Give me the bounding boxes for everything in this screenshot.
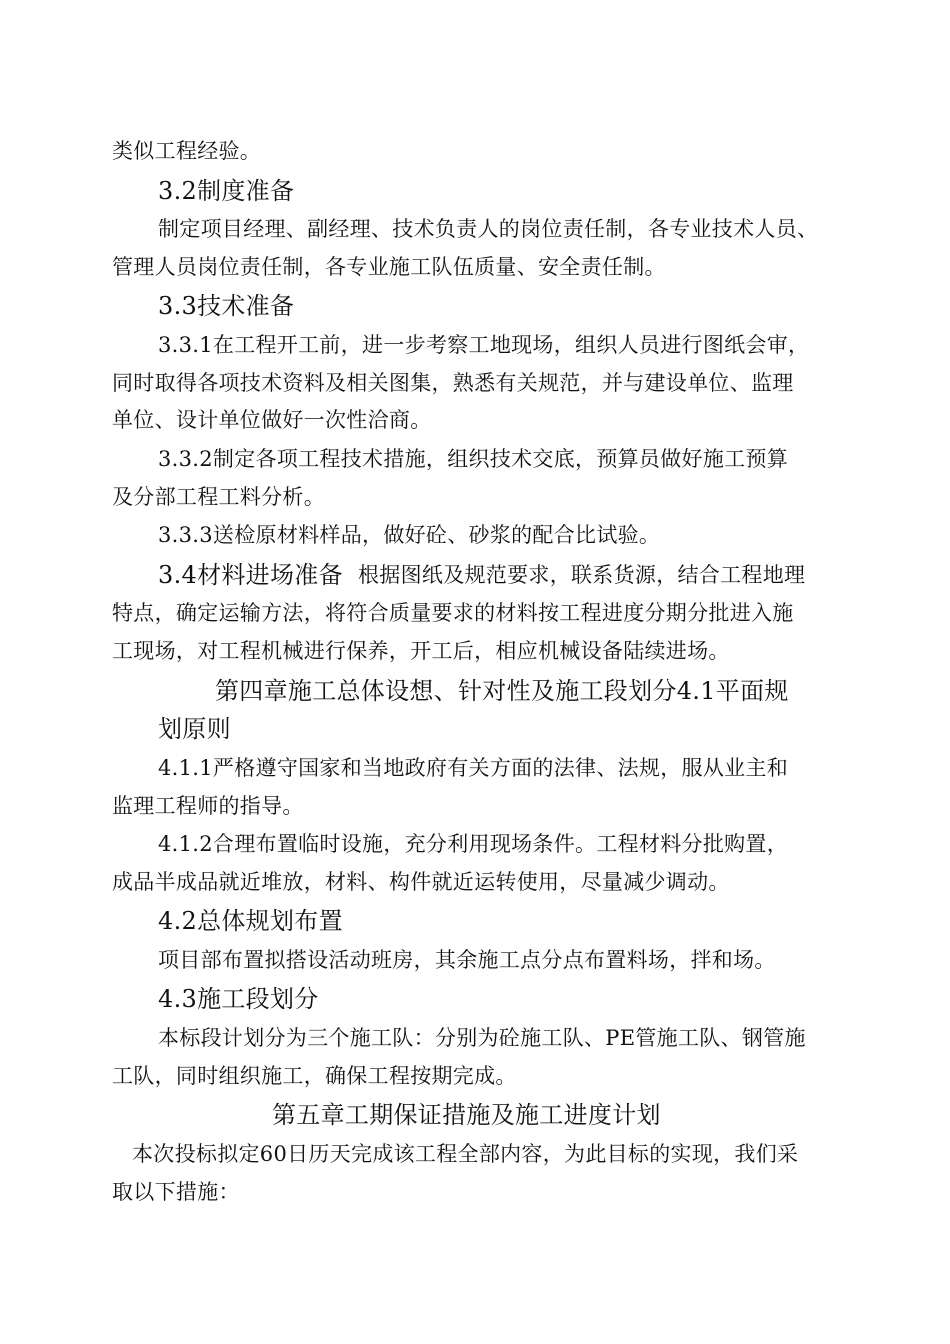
body-text-line: 同时取得各项技术资料及相关图集，熟悉有关规范，并与建设单位、监理: [112, 371, 794, 395]
body-text-line: 监理工程师的指导。: [112, 794, 304, 818]
body-text-line: 取以下措施：: [112, 1180, 240, 1204]
body-text-line: 成品半成品就近堆放，材料、构件就近运转使用，尽量减少调动。: [112, 870, 730, 894]
body-text-line: 本标段计划分为三个施工队：分别为砼施工队、PE管施工队、钢管施: [158, 1026, 806, 1050]
body-text-line: 制定项目经理、副经理、技术负责人的岗位责任制，各专业技术人员、: [158, 217, 819, 241]
chapter-heading: 划原则: [158, 715, 231, 743]
body-text-line: 管理人员岗位责任制，各专业施工队伍质量、安全责任制。: [112, 255, 666, 279]
body-text-line: 4.1.2合理布置临时设施，充分利用现场条件。工程材料分批购置，: [158, 832, 789, 856]
body-text-line: 3.3.3送检原材料样品，做好砼、砂浆的配合比试验。: [158, 523, 661, 547]
body-text-line: 4.1.1严格遵守国家和当地政府有关方面的法律、法规，服从业主和: [158, 756, 789, 780]
section-heading: 3.2制度准备: [158, 177, 295, 205]
section-heading: 4.2总体规划布置: [158, 907, 343, 935]
body-text-line: 类似工程经验。: [112, 139, 262, 163]
body-text-line: 3.3.2制定各项工程技术措施，组织技术交底，预算员做好施工预算: [158, 447, 789, 471]
chapter-heading: 第五章工期保证措施及施工进度计划: [272, 1101, 661, 1129]
body-text-line: 工队，同时组织施工，确保工程按期完成。: [112, 1064, 517, 1088]
section-heading: 3.3技术准备: [158, 292, 295, 320]
body-text-line: 工现场，对工程机械进行保养，开工后，相应机械设备陆续进场。: [112, 639, 730, 663]
section-heading: 4.3施工段划分: [158, 985, 319, 1013]
body-text-line: 及分部工程工料分析。: [112, 485, 325, 509]
body-text-line: 单位、设计单位做好一次性洽商。: [112, 408, 432, 432]
body-text-line: 根据图纸及规范要求，联系货源，结合工程地理: [358, 563, 806, 587]
body-text-line: 本次投标拟定60日历天完成该工程全部内容，为此目标的实现，我们采: [132, 1142, 799, 1166]
body-text-line: 3.3.1在工程开工前，进一步考察工地现场，组织人员进行图纸会审，: [158, 333, 810, 357]
body-text-line: 特点，确定运输方法，将符合质量要求的材料按工程进度分期分批进入施: [112, 601, 794, 625]
section-heading: 3.4材料进场准备: [158, 561, 343, 589]
body-text-line: 项目部布置拟搭设活动班房，其余施工点分点布置料场，拌和场。: [158, 948, 776, 972]
chapter-heading: 第四章施工总体设想、针对性及施工段划分4.1平面规: [215, 677, 789, 705]
